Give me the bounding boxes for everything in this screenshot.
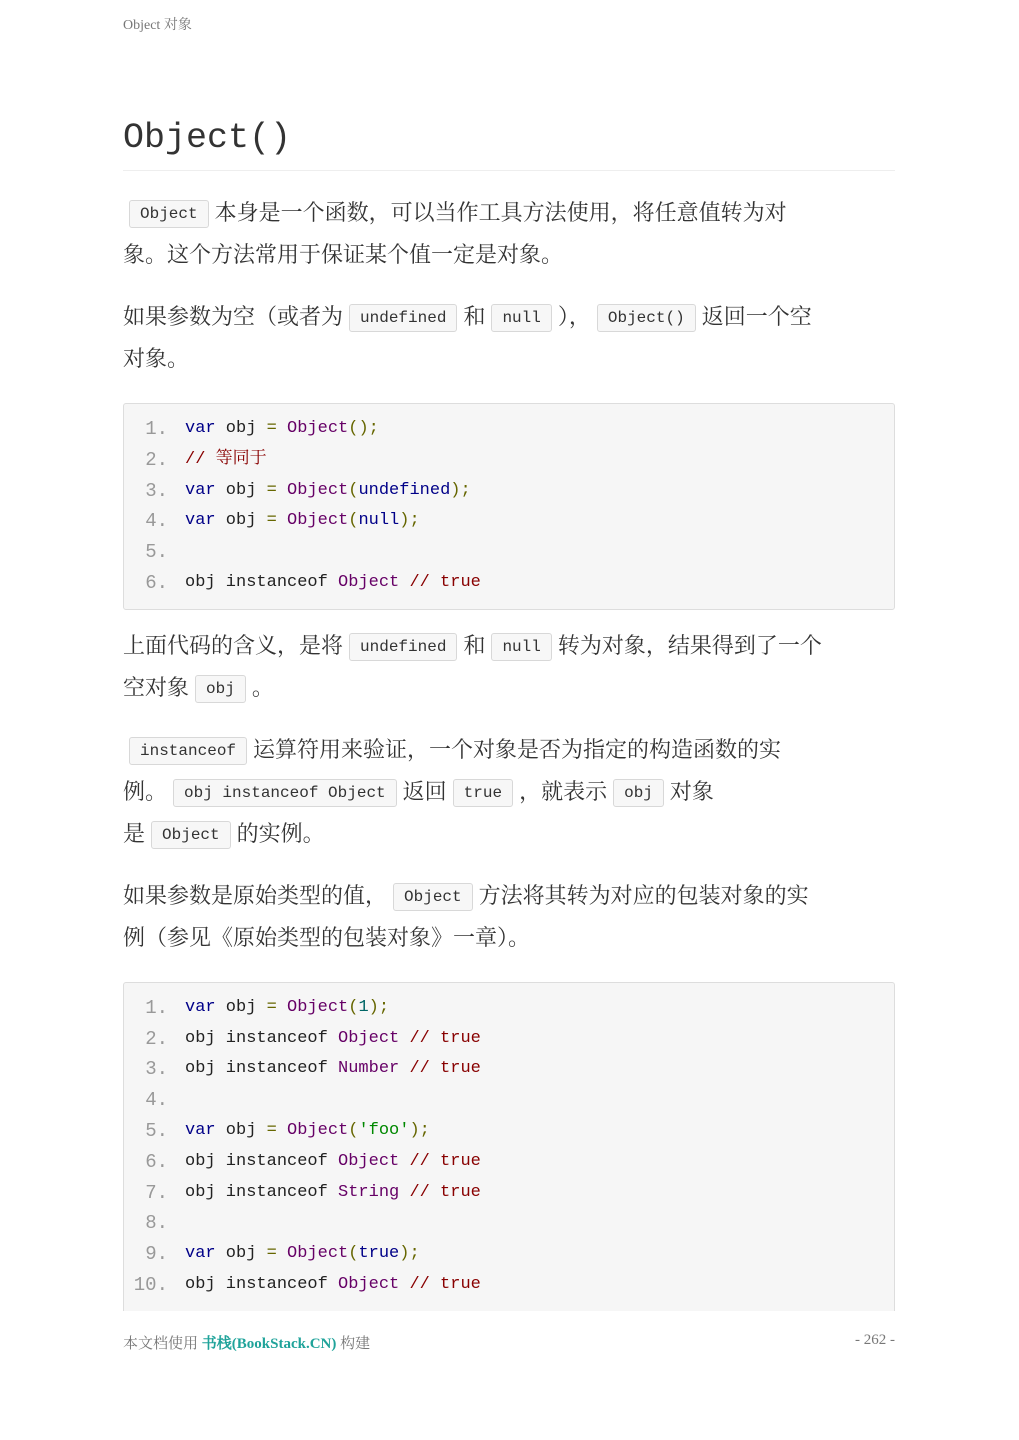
text: 例。	[123, 779, 168, 805]
code-text	[185, 445, 267, 476]
code-token: obj instanceof	[185, 1182, 339, 1202]
code-token: var	[185, 997, 216, 1017]
footer-credit	[123, 1332, 370, 1353]
code-token: );	[399, 511, 420, 531]
code-token: obj	[215, 511, 267, 531]
code-token: // true	[409, 1274, 481, 1294]
code-token: // true	[409, 1059, 481, 1079]
code-token: =	[266, 419, 277, 438]
code-token: // 等同于	[185, 449, 267, 469]
code-line	[124, 1085, 894, 1116]
code-token: var	[185, 419, 216, 438]
code-token: obj	[215, 997, 267, 1017]
inline-code: obj	[195, 675, 246, 703]
code-token: undefined	[358, 480, 451, 500]
code-token	[399, 1152, 409, 1171]
paragraph-primitive	[123, 876, 895, 960]
text: 返回	[402, 779, 447, 805]
code-token: Object	[338, 572, 400, 592]
text: 象。这个方法常用于保证某个值一定是对象。	[123, 243, 564, 268]
code-token	[277, 1121, 287, 1140]
code-line	[124, 1147, 894, 1178]
inline-code: null	[491, 304, 551, 332]
inline-code: Object	[129, 200, 209, 228]
code-text	[185, 568, 481, 599]
code-token: true	[358, 1244, 400, 1264]
code-token: (	[348, 1244, 359, 1264]
text: 如果参数是原始类型的值，	[123, 883, 388, 909]
code-token: 'foo'	[358, 1120, 410, 1140]
code-token: var	[185, 1244, 216, 1264]
code-line	[124, 537, 894, 568]
line-number: 8.	[145, 1212, 168, 1235]
document-content	[123, 118, 895, 1311]
code-token: Object	[287, 1120, 349, 1140]
code-token: // true	[409, 1182, 481, 1202]
footer-brand-link[interactable]: 书栈(BookStack.CN)	[201, 1336, 337, 1352]
code-text	[185, 1024, 481, 1055]
line-number: 1.	[145, 996, 168, 1019]
code-token: Object	[287, 480, 349, 500]
code-token: Object	[338, 1028, 400, 1048]
code-line	[124, 476, 894, 507]
inline-code: instanceof	[129, 737, 247, 765]
code-token: obj	[215, 1120, 267, 1140]
footer-prefix: 本文档使用	[123, 1336, 202, 1352]
code-token: obj	[215, 480, 267, 500]
line-number: 2.	[145, 1027, 168, 1050]
code-token	[399, 1029, 409, 1048]
code-text	[185, 993, 389, 1024]
text: 返回一个空	[701, 305, 812, 330]
line-number: 1.	[145, 418, 168, 440]
code-token: =	[266, 997, 277, 1017]
text: 转为对象，结果得到了一个	[557, 633, 822, 659]
code-line	[124, 1270, 894, 1301]
line-number: 5.	[145, 541, 168, 564]
line-number: 9.	[145, 1243, 168, 1266]
code-line	[124, 1239, 894, 1270]
code-token: Object	[338, 1151, 400, 1171]
code-token: Object	[287, 419, 349, 438]
code-token: ();	[348, 419, 379, 438]
text: 和	[463, 305, 486, 330]
code-line	[124, 1178, 894, 1209]
text: 是	[123, 821, 146, 847]
line-number: 7.	[145, 1181, 168, 1204]
page-number: - 262 -	[855, 1332, 895, 1348]
code-line	[124, 414, 894, 445]
code-token: Object	[287, 1244, 349, 1264]
code-line	[124, 568, 894, 599]
code-token	[277, 1244, 287, 1263]
code-line	[124, 1116, 894, 1147]
line-number: 6.	[145, 1150, 168, 1173]
code-text	[185, 476, 471, 507]
inline-code: undefined	[349, 304, 457, 332]
page-title: Object()	[123, 118, 895, 171]
code-token: Object	[338, 1274, 400, 1294]
text: 方法将其转为对应的包装对象的实	[478, 883, 809, 909]
line-number: 10.	[133, 1273, 168, 1296]
inline-code: true	[453, 779, 513, 807]
code-token: (	[348, 997, 359, 1017]
code-token: =	[266, 480, 277, 500]
footer-suffix: 构建	[336, 1336, 371, 1352]
running-header: Object 对象	[123, 18, 192, 33]
code-token: Object	[287, 997, 349, 1017]
code-token: );	[368, 997, 390, 1017]
code-token: String	[338, 1182, 400, 1202]
inline-code: Object()	[597, 304, 696, 332]
inline-code: null	[491, 633, 551, 661]
code-token: );	[399, 1244, 420, 1264]
line-number: 3.	[145, 479, 168, 502]
text: 本身是一个函数，可以当作工具方法使用，将任意值转为对	[214, 201, 787, 226]
code-token: (	[348, 511, 359, 531]
text: 空对象	[123, 675, 190, 701]
code-token: // true	[409, 572, 481, 592]
code-block-primitive[interactable]	[123, 982, 895, 1311]
text: 上面代码的含义，是将	[123, 633, 344, 659]
code-text	[185, 1178, 481, 1209]
text: ，就表示	[519, 779, 608, 805]
line-number: 6.	[145, 571, 168, 594]
code-text	[185, 1239, 420, 1270]
inline-code: Object	[393, 883, 473, 911]
code-token	[399, 1183, 409, 1202]
text: 运算符用来验证，一个对象是否为指定的构造函数的实	[253, 737, 782, 763]
inline-code: Object	[151, 821, 231, 849]
code-token	[399, 1275, 409, 1294]
code-line	[124, 1054, 894, 1085]
text: 如果参数为空（或者为	[123, 305, 344, 330]
line-number: 5.	[145, 1119, 168, 1142]
code-token: );	[450, 480, 471, 500]
code-token: null	[358, 511, 400, 531]
paragraph-meaning	[123, 626, 895, 710]
code-token: obj instanceof	[185, 1028, 339, 1048]
code-text	[185, 1270, 481, 1301]
text: 和	[463, 633, 486, 659]
code-token	[399, 1059, 409, 1078]
text: 。	[251, 675, 274, 701]
inline-code: undefined	[349, 633, 457, 661]
line-number: 4.	[145, 1089, 168, 1112]
code-token: (	[348, 1120, 359, 1140]
code-line	[124, 445, 894, 476]
code-line	[124, 1024, 894, 1055]
text: ），	[557, 305, 591, 330]
code-token	[277, 419, 287, 438]
code-token: // true	[409, 1151, 481, 1171]
code-token: var	[185, 511, 216, 531]
line-number: 3.	[145, 1058, 168, 1081]
code-token: var	[185, 1120, 216, 1140]
paragraph-object-function	[123, 193, 895, 277]
code-token: =	[266, 1244, 277, 1264]
code-token: Object	[287, 511, 349, 531]
code-token	[277, 511, 287, 530]
code-token: 1	[358, 997, 369, 1017]
paragraph-empty-arg	[123, 297, 895, 381]
code-token	[277, 998, 287, 1017]
code-token: obj instanceof	[185, 1151, 339, 1171]
code-block-empty-arg[interactable]	[123, 403, 895, 610]
inline-code: obj	[613, 779, 664, 807]
code-token: obj	[215, 1244, 267, 1264]
code-token: obj instanceof	[185, 1059, 339, 1079]
code-text	[185, 1054, 481, 1085]
code-token: );	[409, 1120, 430, 1140]
code-token: // true	[409, 1028, 481, 1048]
code-token: =	[266, 511, 277, 531]
code-token: obj instanceof	[185, 1274, 339, 1294]
code-token: Number	[338, 1059, 400, 1079]
code-token: =	[266, 1120, 277, 1140]
text: 的实例。	[236, 821, 325, 847]
inline-code: obj instanceof Object	[173, 779, 397, 807]
code-line	[124, 506, 894, 537]
code-token: obj	[215, 419, 267, 438]
code-text	[185, 506, 420, 537]
paragraph-instanceof	[123, 730, 895, 856]
code-line	[124, 1208, 894, 1239]
code-text	[185, 414, 379, 445]
code-token: (	[348, 480, 359, 500]
code-token	[277, 481, 287, 500]
code-token	[399, 573, 409, 592]
code-line	[124, 993, 894, 1024]
code-text	[185, 1147, 481, 1178]
line-number: 2.	[145, 448, 168, 471]
code-text	[185, 1116, 430, 1147]
code-token: obj instanceof	[185, 572, 339, 592]
text: 对象	[669, 779, 714, 805]
line-number: 4.	[145, 510, 168, 533]
text: 例（参见《原始类型的包装对象》一章）。	[123, 925, 531, 951]
code-token: var	[185, 480, 216, 500]
text: 对象。	[123, 347, 190, 372]
